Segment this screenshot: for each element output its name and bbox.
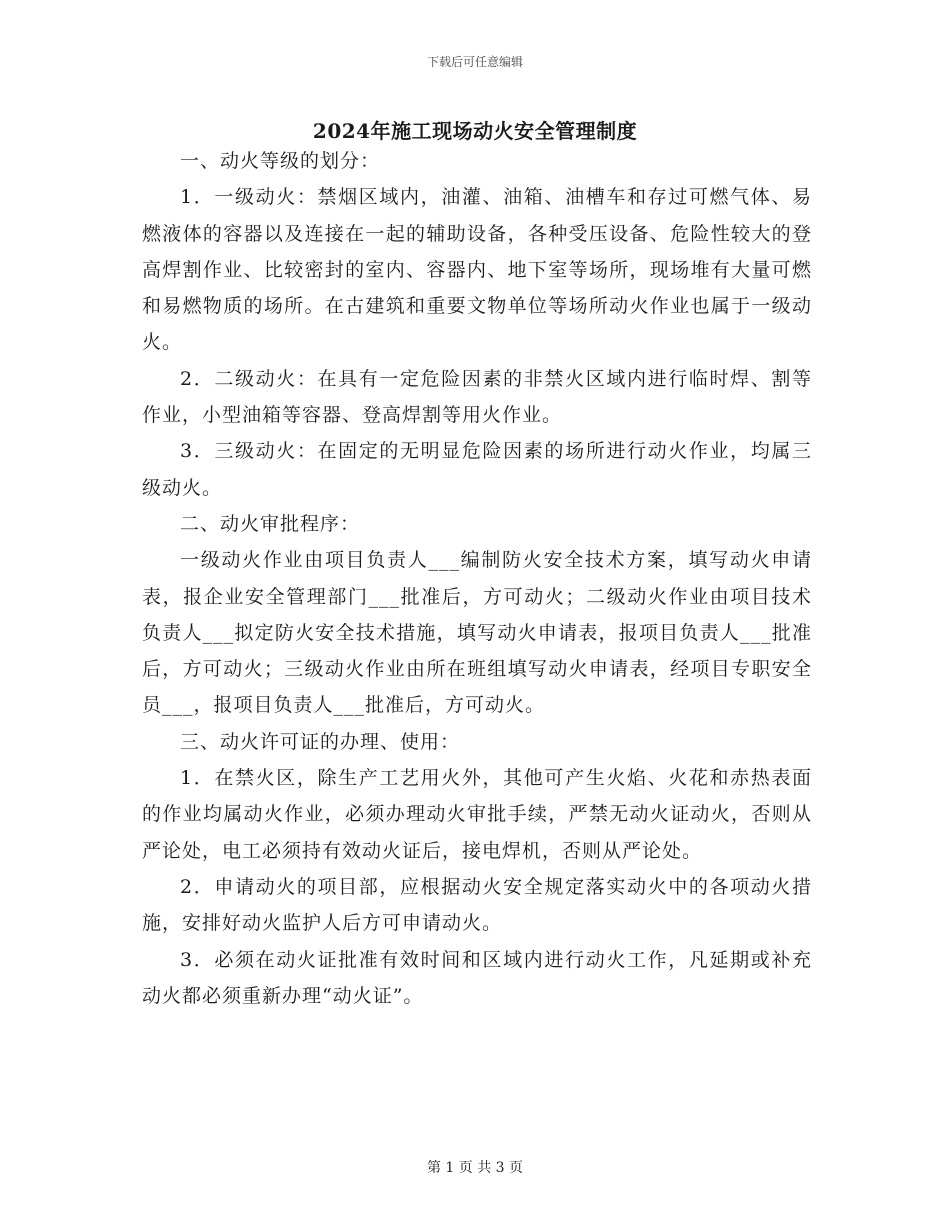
paragraph: 一级动火作业由项目负责人___编制防火安全技术方案，填写动火申请表，报企业安全管理部门___批准后，方可动火；二级动火作业由项目技术负责人___拟定防火安全技术措施，填写动火申请表，报项目负责人___批准后，方可动火；三级动火作业由所在班组填写动火申请表，经项目专职安全员___，报项目负责人___批准后，方可动火。 bbox=[142, 549, 812, 717]
paragraph: 2．二级动火：在具有一定危险因素的非禁火区域内进行临时焊、割等作业，小型油箱等容器、登高焊割等用火作业。 bbox=[142, 367, 812, 427]
paragraph: 3．三级动火：在固定的无明显危险因素的场所进行动火作业，均属三级动火。 bbox=[142, 440, 812, 499]
header-note: 下载后可任意编辑 bbox=[426, 55, 523, 69]
paragraph: 1．在禁火区，除生产工艺用火外，其他可产生火焰、火花和赤热表面的作业均属动火作业，必须办理动火审批手续，严禁无动火证动火，否则从严论处，电工必须持有效动火证后，接电焊机，否则从严论处。 bbox=[142, 767, 812, 862]
document-title: 2024年施工现场动火安全管理制度 bbox=[312, 119, 638, 143]
section-heading-1: 一、动火等级的划分： bbox=[180, 150, 381, 172]
page-footer: 第 1 页 共 3 页 bbox=[426, 1160, 524, 1176]
section-heading-3: 三、动火许可证的办理、使用： bbox=[180, 730, 461, 753]
paragraph: 2．申请动火的项目部，应根据动火安全规定落实动火中的各项动火措施，安排好动火监护人后方可申请动火。 bbox=[142, 875, 812, 935]
paragraph: 3．必须在动火证批准有效时间和区域内进行动火工作，凡延期或补充动火都必须重新办理“动火证”。 bbox=[142, 948, 812, 1007]
paragraph: 1．一级动火：禁烟区域内，油灌、油箱、油槽车和存过可燃气体、易燃液体的容器以及连接在一起的辅助设备，各种受压设备、危险性较大的登高焊割作业、比较密封的室内、容器内、地下室等场所，现场堆有大量可燃和易燃物质的场所。在古建筑和重要文物单位等场所动火作业也属于一级动火。 bbox=[142, 186, 812, 354]
section-heading-2: 二、动火审批程序： bbox=[180, 512, 361, 535]
document-body bbox=[142, 143, 812, 1014]
